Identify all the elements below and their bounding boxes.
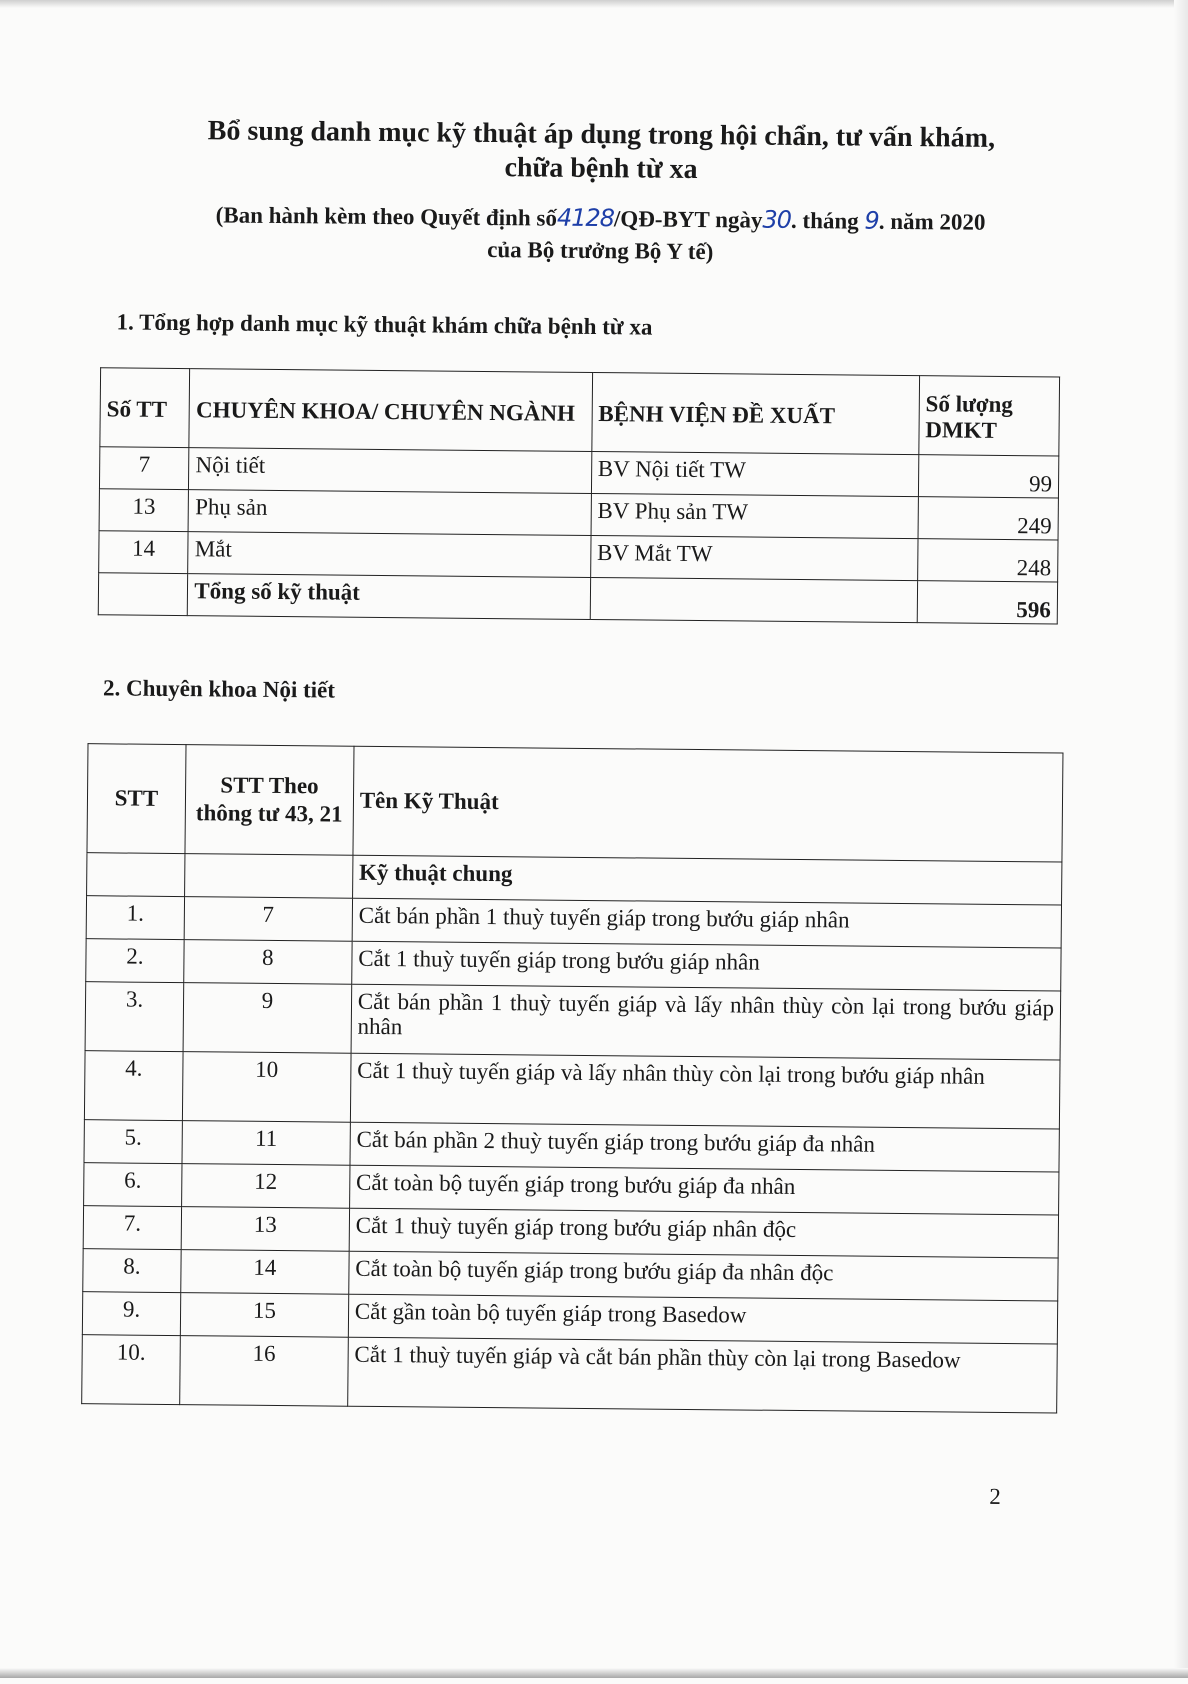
row-count: 99 (918, 455, 1059, 498)
subtitle-text-3: . tháng (790, 207, 865, 234)
row-stt: 1. (86, 896, 184, 940)
row-technique-name: Cắt 1 thuỳ tuyến giáp trong bướu giáp nhân độc (349, 1208, 1059, 1258)
row-ref: 12 (182, 1164, 350, 1209)
row-technique-name: Cắt 1 thuỳ tuyến giáp và lấy nhân thùy còn lại trong bướu giáp nhân (350, 1053, 1060, 1129)
row-ref: 16 (180, 1336, 349, 1407)
total-row (98, 573, 1057, 624)
handwritten-decision-number: 4128 (556, 203, 615, 233)
document-subtitle (125, 198, 1076, 272)
row-count: 249 (918, 497, 1059, 540)
row-technique-name: Cắt toàn bộ tuyến giáp trong bướu giáp đa nhân độc (349, 1251, 1059, 1301)
row-ref: 9 (183, 983, 352, 1054)
row-ref: 15 (180, 1293, 348, 1338)
section-2-heading: 2. Chuyên khoa Nội tiết (102, 675, 336, 703)
total-count: 596 (917, 581, 1058, 624)
subheading-stt-empty (87, 853, 185, 897)
handwritten-month: 9 (864, 206, 879, 235)
page-number: 2 (989, 1483, 1001, 1509)
row-specialty: Nội tiết (189, 448, 592, 494)
row-technique-name: Cắt bán phần 1 thuỳ tuyến giáp và lấy nhân thùy còn lại trong bướu giáp nhân (351, 984, 1061, 1060)
row-stt: 3. (85, 982, 184, 1052)
row-stt: 14 (99, 531, 189, 574)
row-stt: 4. (84, 1051, 183, 1121)
document-title (126, 114, 1077, 191)
row-stt: 5. (84, 1120, 182, 1164)
title-line-1: Bổ sung danh mục kỹ thuật áp dụng trong hội chẩn, tư vấn khám, (207, 115, 996, 154)
table-row (85, 982, 1061, 1060)
subtitle-text-2: /QĐ-BYT ngày (613, 206, 763, 233)
row-hospital: BV Mắt TW (590, 535, 917, 580)
row-stt: 13 (99, 489, 189, 532)
title-line-2: chữa bệnh từ xa (504, 152, 698, 186)
row-hospital: BV Phụ sản TW (591, 493, 918, 538)
row-count: 248 (917, 539, 1058, 582)
total-stt-empty (98, 573, 188, 616)
row-technique-name: Cắt 1 thuỳ tuyến giáp trong bướu giáp nhân (352, 941, 1062, 991)
row-stt: 9. (82, 1292, 180, 1336)
row-stt: 7. (83, 1206, 181, 1250)
table-row (82, 1335, 1058, 1413)
row-technique-name: Cắt bán phần 2 thuỳ tuyến giáp trong bướu giáp đa nhân (350, 1122, 1060, 1172)
row-technique-name: Cắt toàn bộ tuyến giáp trong bướu giáp đa nhân (349, 1165, 1059, 1215)
summary-table (98, 367, 1060, 624)
subtitle-text-1: (Ban hành kèm theo Quyết định số (215, 202, 558, 231)
row-technique-name: Cắt bán phần 1 thuỳ tuyến giáp trong bướu giáp nhân (352, 898, 1062, 948)
total-label: Tổng số kỹ thuật (188, 574, 591, 620)
section-1-heading: 1. Tổng hợp danh mục kỹ thuật khám chữa bệnh từ xa (116, 309, 653, 340)
header-stt: Số TT (100, 368, 190, 448)
handwritten-day: 30 (762, 205, 792, 234)
subheading-ref-empty (184, 854, 352, 899)
subtitle-line-2: của Bộ trưởng Bộ Y tế) (487, 236, 714, 265)
row-ref: 11 (182, 1121, 350, 1166)
header-stt: STT (87, 744, 186, 854)
techniques-table-header (87, 744, 1063, 862)
total-hospital-empty (590, 577, 917, 622)
header-specialty: CHUYÊN KHOA/ CHUYÊN NGÀNH (189, 369, 592, 452)
summary-table-header (100, 368, 1060, 456)
row-stt: 8. (83, 1249, 181, 1293)
row-stt: 2. (86, 939, 184, 983)
techniques-table (81, 743, 1063, 1413)
subtitle-text-4: . năm 2020 (878, 208, 986, 235)
row-specialty: Phụ sản (188, 490, 591, 536)
row-stt: 7 (99, 447, 189, 490)
row-stt: 6. (84, 1163, 182, 1207)
header-stt-circular: STT Theo thông tư 43, 21 (185, 745, 354, 856)
row-stt: 10. (82, 1335, 181, 1405)
row-technique-name: Cắt 1 thuỳ tuyến giáp và cắt bán phần thùy còn lại trong Basedow (347, 1337, 1057, 1413)
row-specialty: Mắt (188, 532, 591, 578)
row-ref: 10 (182, 1052, 351, 1123)
row-ref: 7 (184, 897, 352, 942)
header-count: Số lượng DMKT (919, 376, 1060, 456)
header-technique-name: Tên Kỹ Thuật (353, 746, 1063, 862)
table-row (84, 1051, 1060, 1129)
row-technique-name: Cắt gần toàn bộ tuyến giáp trong Basedow (348, 1294, 1058, 1344)
subheading-general-techniques: Kỹ thuật chung (352, 855, 1062, 905)
row-ref: 13 (181, 1207, 349, 1252)
row-hospital: BV Nội tiết TW (591, 451, 918, 496)
header-hospital: BỆNH VIỆN ĐỀ XUẤT (592, 373, 920, 455)
row-ref: 14 (181, 1250, 349, 1295)
row-ref: 8 (184, 940, 352, 985)
